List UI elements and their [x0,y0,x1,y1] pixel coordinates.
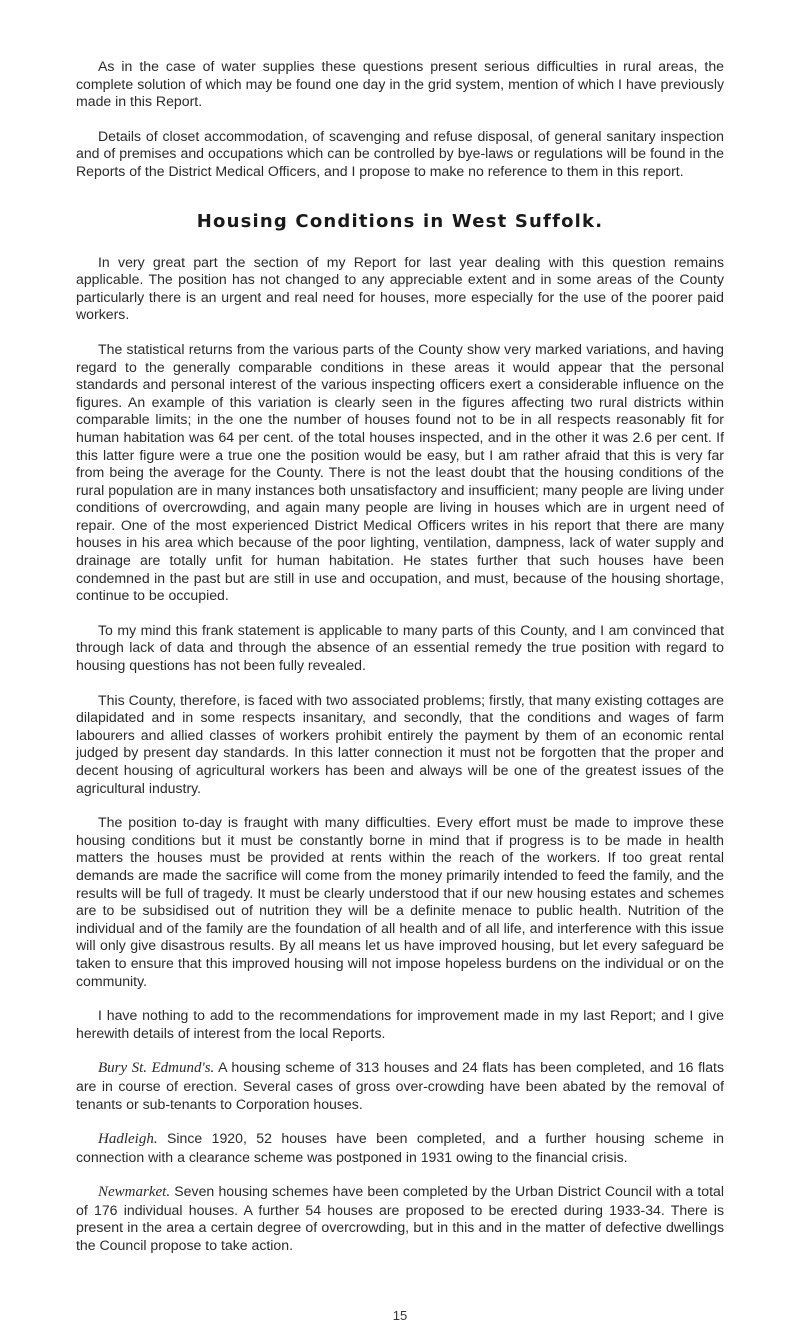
local-report-hadleigh [76,1130,724,1166]
body-paragraph: This County, therefore, is faced with two associated problems; firstly, that many existing cottages are dilapidated and in some respects insanitary, and secondly, that the conditions and wages of farm labourers and allied classes of workers prohibit entirely the payment by them of an economic rental judged by present day standards. In this latter connection it must not be forgotten that the proper and decent housing of agricultural workers has been and always will be one of the greatest issues of the agricultural industry. [76,691,724,796]
local-report-bury [76,1059,724,1113]
local-report-text: A housing scheme of 313 houses and 24 flats has been completed, and 16 flats are in course of erection. Several cases of gross over-crowding have been abated by the removal of tenants or sub-tenants to Corporation houses. [76,1059,724,1112]
place-name: Newmarket. [98,1184,171,1201]
intro-paragraph-1: As in the case of water supplies these questions present serious difficulties in rural areas, the complete solution of which may be found one day in the grid system, mention of which I have previously made in this Report. [76,58,724,110]
local-report-newmarket [76,1183,724,1254]
intro-paragraph-2: Details of closet accommodation, of scavenging and refuse disposal, of general sanitary inspection and of premises and occupations which can be controlled by bye-laws or regulations will be found in the Reports of the District Medical Officers, and I propose to make no reference to them in this report. [76,127,724,179]
page-number: 15 [392,1308,408,1323]
body-paragraph: I have nothing to add to the recommendations for improvement made in my last Report; and I give herewith details of interest from the local Reports. [76,1007,724,1041]
body-paragraph: The position to-day is fraught with many difficulties. Every effort must be made to improve these housing conditions but it must be constantly borne in mind that if progress is to be made in health matters the houses must be provided at rents within the reach of the workers. If too great rental demands are made the sacrifice will come from the money primarily intended to feed the family, and the results will be full of tragedy. It must be clearly understood that if our new housing estates and schemes are to be subsidised out of nutrition they will be a definite menace to public health. Nutrition of the individual and of the family are the foundation of all health and of all life, and interference with this issue will only give disastrous results. By all means let us have improved housing, but let every safeguard be taken to ensure that this improved housing will not impose hopeless burdens on the individual or on the community. [76,814,724,989]
local-report-text: Since 1920, 52 houses have been completed, and a further housing scheme in connection with a clearance scheme was postponed in 1931 owing to the financial crisis. [76,1130,724,1165]
body-paragraph: The statistical returns from the various parts of the County show very marked variations, and having regard to the generally comparable conditions in these areas it would appear that the personal standards and personal interest of the various inspecting officers exert a considerable influence on the figures. An example of this variation is clearly seen in the figures affecting two rural districts within comparable limits; in the one the number of houses found not to be in all respects reasonably fit for human habitation was 64 per cent. of the total houses inspected, and in the other it was 2.6 per cent. If this latter figure were a true one the position would be easy, but I am rather afraid that this is very far from being the average for the County. There is not the least doubt that the housing conditions of the rural population are in many instances both unsatisfactory and insufficient; many people are living under conditions of overcrowding, and again many people are living in houses which are in urgent need of repair. One of the most experienced District Medical Officers writes in his report that there are many houses in his area which because of the poor lighting, ventilation, dampness, lack of water supply and drainage are totally unfit for human habitation. He states further that such houses have been condemned in the past but are still in use and occupation, and must, because of the housing shortage, continue to be occupied. [76,340,724,604]
local-report-text: Seven housing schemes have been completed by the Urban District Council with a total of 176 individual houses. A further 54 houses are proposed to be erected during 1933-34. There is present in the area a certain degree of overcrowding, but in this and in the matter of defective dwellings the Council propose to take action. [76,1183,724,1254]
place-name: Hadleigh. [98,1131,158,1148]
body-paragraph: In very great part the section of my Report for last year dealing with this question remains applicable. The position has not changed to any appreciable extent and in some areas of the County particularly there is an urgent and real need for houses, more especially for the use of the poorer paid workers. [76,253,724,323]
body-paragraph: To my mind this frank statement is applicable to many parts of this County, and I am convinced that through lack of data and through the absence of an essential remedy the true position with regard to housing questions has not been fully revealed. [76,621,724,674]
section-heading: Housing Conditions in West Suffolk. [196,210,604,232]
place-name: Bury St. Edmund's. [98,1060,215,1077]
